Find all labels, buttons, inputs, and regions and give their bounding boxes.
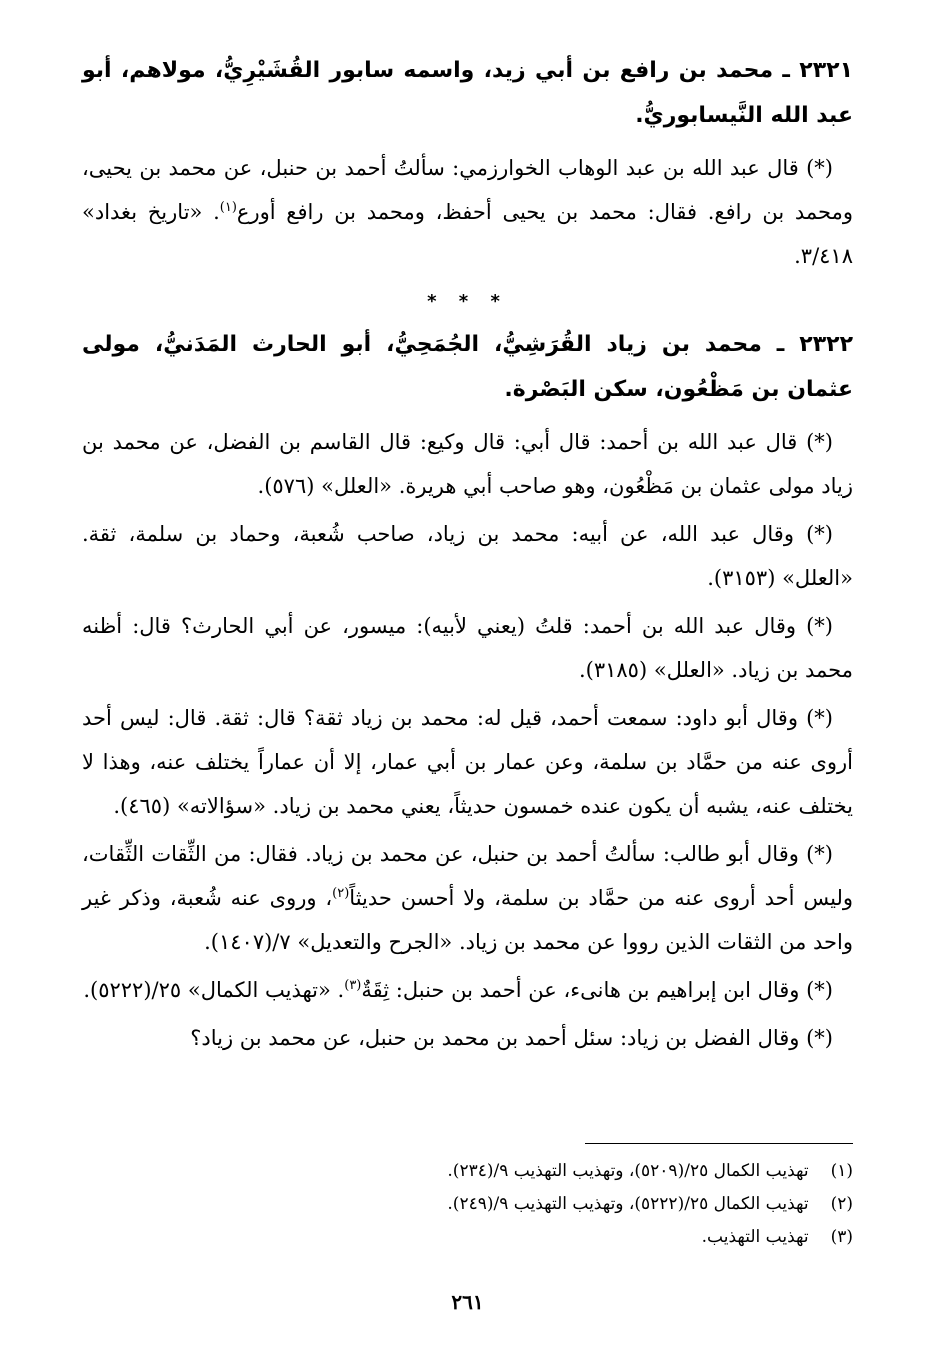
- footnote-ref: (٢): [332, 886, 350, 901]
- paragraph: [82, 146, 853, 278]
- section-separator: * * *: [427, 291, 508, 312]
- paragraph-text: (*) قال عبد الله بن عبد الوهاب الخوارزمي: سألتُ أحمد بن حنبل، عن محمد بن يحيى، ومحمد بن رافع. فقال: محمد بن يحيى أحفظ، ومحمد بن رافع أورع: [82, 156, 853, 224]
- paragraph: [82, 604, 853, 692]
- entry-heading-2321: ٢٣٢١ ـ محمد بن رافع بن أبي زيد، واسمه سابور القُشَيْرِيُّ، مولاهم، أبو عبد الله النَّيسابوريُّ.: [82, 58, 853, 128]
- paragraph-tail: ، وروى عنه شُعبة، وذكر غير واحد من الثقات الذين رووا عن محمد بن زياد. «الجرح والتعديل» ٧/(١٤٠٧).: [82, 886, 853, 954]
- paragraph: [82, 420, 853, 508]
- entry-heading-2322: ٢٣٢٢ ـ محمد بن زياد القُرَشِيُّ، الجُمَحِيُّ، أبو الحارث المَدَنيُّ، مولى عثمان بن مَظْعُون، سكن البَصْرة.: [82, 332, 853, 402]
- paragraph: [82, 512, 853, 600]
- footnote-ref: (٣): [344, 978, 362, 993]
- paragraph-tail: . «تاريخ بغداد» ٣/٤١٨.: [82, 200, 853, 268]
- paragraph-text: (*) وقال عبد الله بن أحمد: قلتُ (يعني لأبيه): ميسور، عن أبي الحارث؟ قال: أظنه محمد بن زياد. «العلل» (٣١٨٥).: [82, 614, 853, 682]
- paragraph-text: (*) وقال أبو داود: سمعت أحمد، قيل له: محمد بن زياد ثقة؟ قال: ثقة. قال: ليس أحد أروى عنه من حمَّاد بن سلمة، وعن عمار بن أبي عمار، إلا أن عماراً يختلف عنه، وهذا لا يختلف عنه، يشبه أن يكون عنده خمسون حديثاً، يعني محمد بن زياد. «سؤالاته» (٤٦٥).: [82, 706, 853, 818]
- paragraph: [82, 832, 853, 964]
- footnote: [82, 1221, 853, 1254]
- footnote-text: تهذيب الكمال ٢٥/(٥٢٠٩)، وتهذيب التهذيب ٩/(٢٣٤).: [447, 1161, 809, 1181]
- footnote-ref: (١): [219, 200, 237, 215]
- footnote-divider: [585, 1143, 853, 1144]
- paragraph-text: (*) قال عبد الله بن أحمد: قال أبي: قال وكيع: قال القاسم بن الفضل، عن محمد بن زياد مولى عثمان بن مَظْعُون، وهو صاحب أبي هريرة. «العلل» (٥٧٦).: [82, 430, 853, 498]
- paragraph-tail: . «تهذيب الكمال» ٢٥/(٥٢٢٢).: [83, 978, 345, 1002]
- footnote-number: (١): [830, 1161, 853, 1181]
- footnotes: [82, 1155, 853, 1254]
- paragraph: [82, 696, 853, 828]
- footnote-text: تهذيب الكمال ٢٥/(٥٢٢٢)، وتهذيب التهذيب ٩/(٢٤٩).: [447, 1194, 809, 1214]
- paragraph-text: (*) وقال ابن إبراهيم بن هانىء، عن أحمد بن حنبل: ثِقَةٌ: [361, 978, 833, 1002]
- paragraph-text: (*) وقال أبو طالب: سألتُ أحمد بن حنبل، عن محمد بن زياد. فقال: من الثِّقات الثِّقات، وليس أحد أروى عنه من حمَّاد بن سلمة، ولا أحسن حديثاً: [82, 842, 853, 910]
- footnote-number: (٢): [830, 1194, 853, 1214]
- footnote: [82, 1188, 853, 1221]
- paragraph-text: (*) وقال الفضل بن زياد: سئل أحمد بن محمد بن حنبل، عن محمد بن زياد؟: [190, 1026, 833, 1050]
- footnote: [82, 1155, 853, 1188]
- footnote-text: تهذيب التهذيب.: [701, 1227, 809, 1247]
- footnote-number: (٣): [830, 1227, 853, 1247]
- page-number: ٢٦١: [451, 1290, 484, 1314]
- paragraph-text: (*) وقال عبد الله، عن أبيه: محمد بن زياد، صاحب شُعبة، وحماد بن سلمة، ثقة. «العلل» (٣١٥٣).: [82, 522, 853, 590]
- paragraph: [82, 968, 853, 1012]
- paragraph: [82, 1016, 853, 1060]
